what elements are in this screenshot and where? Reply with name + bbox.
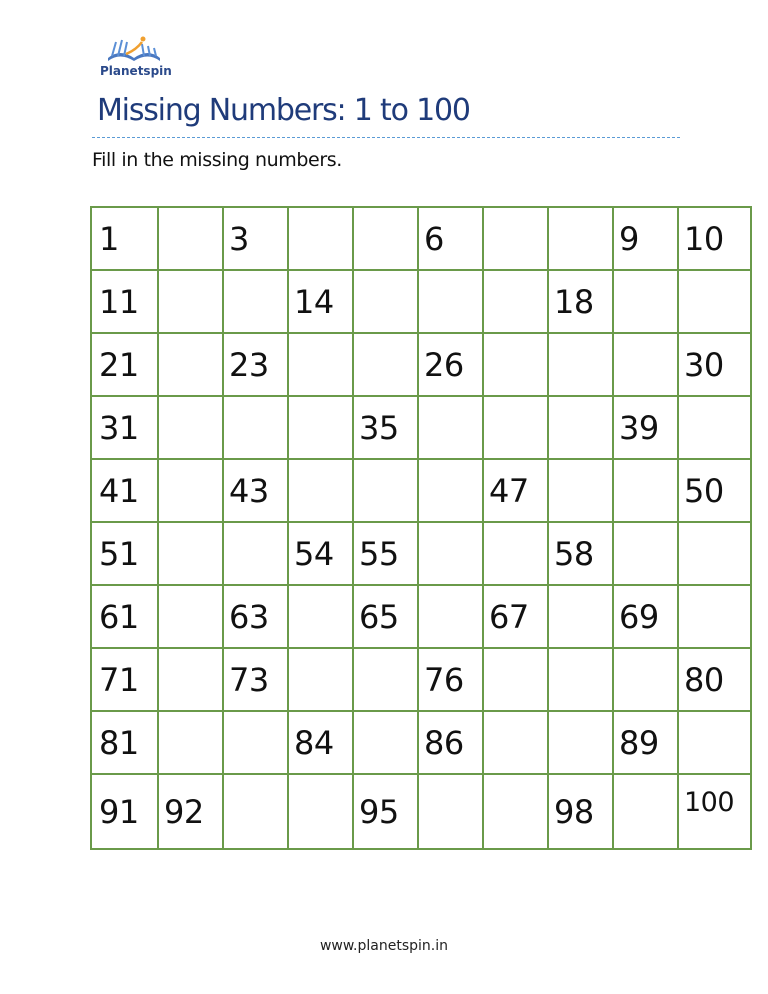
grid-row — [91, 270, 751, 333]
blank-cell[interactable] — [483, 333, 548, 396]
number-cell: 55 — [353, 522, 418, 585]
blank-cell[interactable] — [548, 333, 613, 396]
number-cell: 30 — [678, 333, 751, 396]
blank-cell[interactable] — [548, 585, 613, 648]
number-cell: 92 — [158, 774, 223, 849]
blank-cell[interactable] — [353, 648, 418, 711]
blank-cell[interactable] — [418, 396, 483, 459]
blank-cell[interactable] — [483, 522, 548, 585]
blank-cell[interactable] — [483, 711, 548, 774]
blank-cell[interactable] — [613, 459, 678, 522]
blank-cell[interactable] — [483, 774, 548, 849]
blank-cell[interactable] — [288, 774, 353, 849]
blank-cell[interactable] — [613, 270, 678, 333]
number-cell: 51 — [91, 522, 158, 585]
blank-cell[interactable] — [288, 207, 353, 270]
blank-cell[interactable] — [353, 711, 418, 774]
blank-cell[interactable] — [158, 396, 223, 459]
number-cell: 18 — [548, 270, 613, 333]
number-cell: 21 — [91, 333, 158, 396]
blank-cell[interactable] — [613, 522, 678, 585]
number-cell: 73 — [223, 648, 288, 711]
instruction-text: Fill in the missing numbers. — [92, 149, 342, 171]
number-cell: 9 — [613, 207, 678, 270]
blank-cell[interactable] — [418, 270, 483, 333]
number-grid — [90, 206, 752, 850]
grid-row — [91, 396, 751, 459]
blank-cell[interactable] — [483, 648, 548, 711]
number-cell: 65 — [353, 585, 418, 648]
number-cell: 39 — [613, 396, 678, 459]
number-cell: 3 — [223, 207, 288, 270]
number-cell: 35 — [353, 396, 418, 459]
number-cell: 11 — [91, 270, 158, 333]
number-cell: 76 — [418, 648, 483, 711]
number-cell: 6 — [418, 207, 483, 270]
number-cell: 98 — [548, 774, 613, 849]
number-cell: 58 — [548, 522, 613, 585]
blank-cell[interactable] — [158, 270, 223, 333]
number-cell: 91 — [91, 774, 158, 849]
blank-cell[interactable] — [223, 270, 288, 333]
blank-cell[interactable] — [613, 333, 678, 396]
blank-cell[interactable] — [418, 459, 483, 522]
blank-cell[interactable] — [158, 459, 223, 522]
number-cell: 84 — [288, 711, 353, 774]
grid-row — [91, 585, 751, 648]
number-cell: 50 — [678, 459, 751, 522]
blank-cell[interactable] — [613, 648, 678, 711]
blank-cell[interactable] — [158, 648, 223, 711]
blank-cell[interactable] — [288, 648, 353, 711]
blank-cell[interactable] — [353, 333, 418, 396]
blank-cell[interactable] — [223, 522, 288, 585]
number-cell: 14 — [288, 270, 353, 333]
number-cell: 23 — [223, 333, 288, 396]
blank-cell[interactable] — [418, 522, 483, 585]
blank-cell[interactable] — [288, 396, 353, 459]
divider — [92, 137, 680, 138]
blank-cell[interactable] — [548, 207, 613, 270]
blank-cell[interactable] — [483, 207, 548, 270]
number-cell: 67 — [483, 585, 548, 648]
number-cell: 26 — [418, 333, 483, 396]
blank-cell[interactable] — [223, 396, 288, 459]
blank-cell[interactable] — [158, 333, 223, 396]
blank-cell[interactable] — [483, 396, 548, 459]
number-cell: 41 — [91, 459, 158, 522]
number-cell: 80 — [678, 648, 751, 711]
logo-text: Planetspin — [100, 64, 172, 78]
blank-cell[interactable] — [548, 396, 613, 459]
grid-row — [91, 711, 751, 774]
blank-cell[interactable] — [288, 459, 353, 522]
blank-cell[interactable] — [223, 774, 288, 849]
grid-row — [91, 333, 751, 396]
blank-cell[interactable] — [353, 459, 418, 522]
blank-cell[interactable] — [418, 585, 483, 648]
blank-cell[interactable] — [548, 648, 613, 711]
blank-cell[interactable] — [353, 207, 418, 270]
grid-row — [91, 648, 751, 711]
blank-cell[interactable] — [678, 396, 751, 459]
number-cell: 100 — [678, 774, 751, 849]
number-cell: 69 — [613, 585, 678, 648]
grid-row — [91, 207, 751, 270]
number-cell: 54 — [288, 522, 353, 585]
number-cell: 89 — [613, 711, 678, 774]
blank-cell[interactable] — [158, 711, 223, 774]
blank-cell[interactable] — [158, 585, 223, 648]
blank-cell[interactable] — [223, 711, 288, 774]
blank-cell[interactable] — [548, 711, 613, 774]
footer-url: www.planetspin.in — [319, 938, 448, 954]
blank-cell[interactable] — [353, 270, 418, 333]
page-title: Missing Numbers: 1 to 100 — [97, 93, 470, 128]
number-cell: 10 — [678, 207, 751, 270]
number-cell: 86 — [418, 711, 483, 774]
number-cell: 61 — [91, 585, 158, 648]
grid-row — [91, 774, 751, 849]
number-cell: 63 — [223, 585, 288, 648]
number-cell: 95 — [353, 774, 418, 849]
number-cell: 71 — [91, 648, 158, 711]
number-cell: 81 — [91, 711, 158, 774]
blank-cell[interactable] — [288, 585, 353, 648]
blank-cell[interactable] — [158, 207, 223, 270]
blank-cell[interactable] — [288, 333, 353, 396]
blank-cell[interactable] — [678, 522, 751, 585]
number-cell: 43 — [223, 459, 288, 522]
number-cell: 31 — [91, 396, 158, 459]
grid-row — [91, 459, 751, 522]
number-cell: 47 — [483, 459, 548, 522]
blank-cell[interactable] — [483, 270, 548, 333]
grid-row — [91, 522, 751, 585]
blank-cell[interactable] — [678, 585, 751, 648]
number-cell: 1 — [91, 207, 158, 270]
blank-cell[interactable] — [613, 774, 678, 849]
blank-cell[interactable] — [158, 522, 223, 585]
blank-cell[interactable] — [418, 774, 483, 849]
blank-cell[interactable] — [678, 711, 751, 774]
blank-cell[interactable] — [678, 270, 751, 333]
blank-cell[interactable] — [548, 459, 613, 522]
